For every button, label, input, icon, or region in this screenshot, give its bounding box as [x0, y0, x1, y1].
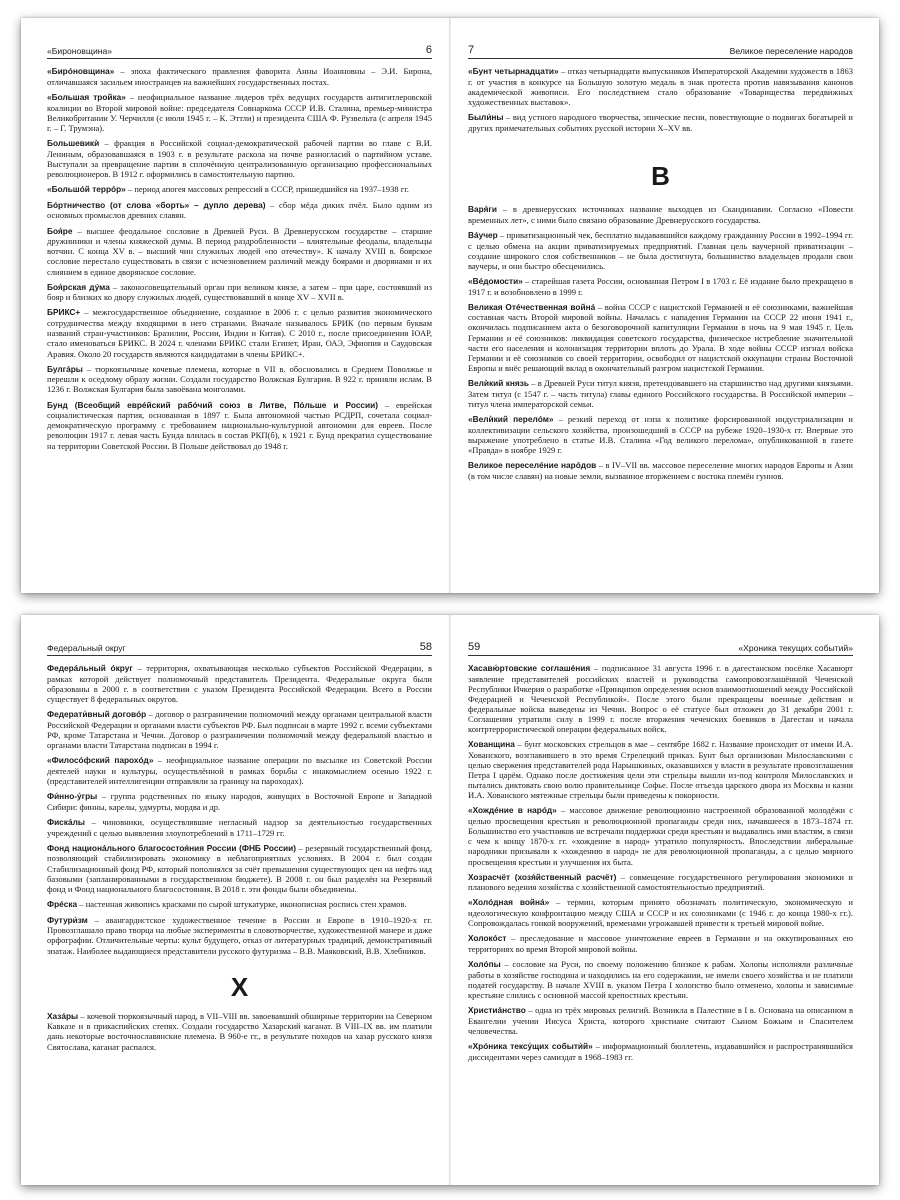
dictionary-entry — [47, 843, 432, 894]
entry-list — [47, 1011, 432, 1052]
dictionary-entry — [468, 230, 853, 271]
entry-term: Были́ны — [468, 112, 504, 123]
entry-definition: – неофициальное название лидеров трёх ведущих государств антигитлеровской коалиции во Второй мировой войне: председателя Совнаркома СССР И.В. Сталина, премьер-министра Великобритании У. Черчилля (с июля 1945 г. – К. Эттли) и президента США Ф. Рузвельта (с апреля 1945 г. – Г. Трумэна). — [47, 91, 433, 133]
entry-term: Христиáнство — [468, 1005, 526, 1016]
dictionary-entry — [47, 184, 432, 195]
entry-definition: – еврейская социалистическая партия, основанная в 1897 г. Была автономной частью РСДРП, сочетала социал-демократическую программу с требованием национально-культурной автономии для евреев. После революции 1917 г. левая часть Бунда влилась в состав РКП(б), к 1921 г. Бунд прекратил существование на территории Советской России. В Польше действовал до 1948 г. — [47, 399, 432, 451]
entry-list — [468, 663, 853, 1062]
entry-list — [468, 204, 853, 481]
entry-definition: – приватизационный чек, бесплатно выдававшийся каждому гражданину России в 1992–1994 гг. с целью обмена на акции приватизируемых предприятий. Главная цель ваучерной приватизации – создание широкого слоя собственников – не была достигнута, большинство владельцев продали свои ваучеры, и они быстро обесценились. — [468, 229, 853, 271]
entry-definition: – период апогея массовых репрессий в СССР, пришедшийся на 1937–1938 гг. — [125, 183, 409, 194]
page-58 — [21, 615, 450, 1185]
entry-definition: – одна из трёх мировых религий. Возникла в Палестине в I в. Основана на описанном в Евангелии учении Иисуса Христа, которого христиане считают Сыном Божьим и Спасителем человечества. — [468, 1005, 853, 1037]
entry-term: Бунд (Всеобщий еврéйский рабóчий союз в Литве, Пóльше и России) — [47, 399, 379, 410]
entry-definition: – сословие на Руси, по своему положению близкое к рабам. Холопы исполняли различные работы в хозяйстве господина и находились на его содержании, не имели своего хозяйства и не платили податей государству. В начале XVIII в. указом Петра I холопство было отменено, холопы и зависимые крестьяне слились с основной массой крепостных крестьян. — [468, 959, 853, 1001]
dictionary-entry — [468, 112, 853, 133]
dictionary-entry — [468, 1041, 853, 1062]
dictionary-entry — [468, 378, 853, 409]
dictionary-entry — [468, 739, 853, 800]
entry-term: Великая Отéчественная войнá — [468, 301, 596, 312]
entry-definition: – массовое движение революционно настроенной образованной молодёжи с целью просвещения крестьян и революционной пропаганды среди них, начавшееся в 1873–1874 гг. Большинство его участников не встречали поддержки среди крестьян и выдавались ими властям, в связи с чем к концу 1870-х гг. «хождение в народ» утратило популярность. Впоследствии либеральные народники призывали к «хождению в народ» не для революционной пропаганды, а с целью мирного просвещения крестьян и улучшения их быта. — [468, 805, 854, 867]
running-header — [47, 44, 432, 59]
entry-term: «Хождéние в нарóд» — [468, 805, 557, 816]
entry-term: Боя́рская дýма — [47, 281, 110, 292]
entry-definition: – сбор мёда диких пчёл. Было одним из основных промыслов древних славян. — [47, 199, 432, 221]
entry-definition: – неофициальное название операции по высылке из Советской России деятелей науки и культуры, осуществлённой в рамках борьбы с инакомыслием осенью 1922 г. (представителей интеллигенции отправляли за границу на пароходах). — [47, 755, 433, 786]
running-header-title: «Хроника текущих событий» — [738, 643, 853, 653]
dictionary-entry — [468, 460, 853, 481]
entry-term: Большевикѝ — [47, 137, 100, 148]
entry-list — [468, 66, 853, 133]
top-spread — [21, 18, 879, 593]
dictionary-entry — [47, 1011, 432, 1052]
entry-definition: – старейшая газета России, основанная Петром I в 1703 г. Её издание было прекращено в 1917 г. и возобновлено в 1999 г. — [468, 275, 853, 297]
entry-term: «Хрóника тексу́щих событи́й» — [468, 1041, 593, 1052]
dictionary-entry — [47, 400, 432, 451]
dictionary-entry — [468, 959, 853, 1000]
entry-term: «Большóй террóр» — [47, 183, 126, 194]
entry-term: «Большая тройка» — [47, 91, 126, 102]
dictionary-entry — [47, 138, 432, 179]
entry-definition: – бунт московских стрельцов в мае – сентябре 1682 г. Название происходит от имени И.А. Хованского, возглавившего в это время Стрелецкий приказ. Бунт был организован Милославскими с целью свержения представителей рода Нарышкиных, оказавшихся у власти в результате провозглашения Петра I царём. Однако после достижения цели эти стрельцы вышли из-под контроля Милославских и пытались диктовать свою волю правительнице Софье. После отъезда царского двора из Москвы и казни И.А. Хованского мятежные стрельцы были приведены к покорности. — [468, 739, 853, 801]
dictionary-entry — [47, 817, 432, 838]
entry-term: Холокóст — [468, 933, 507, 944]
running-header-title: «Бироновщина» — [47, 46, 113, 56]
entry-term: Федерáльный óкруг — [47, 663, 133, 673]
section-letter: Х — [230, 971, 249, 1002]
entry-definition: – совмещение государственного регулирования экономики и планового ведения хозяйства с хозяйственной самостоятельностью предприятий. — [468, 871, 853, 893]
entry-definition: – информационный бюллетень, издававшийся и распространявшийся диссидентами через самиздат в 1968–1983 гг. — [468, 1041, 853, 1062]
entry-definition: – настенная живопись красками по сырой штукатурке, иконописная роспись стен храмов. — [77, 898, 407, 909]
page-number: 7 — [468, 44, 475, 56]
entry-definition: – вид устного народного творчества, эпические песни, повествующие о подвигах богатырей и других примечательных событиях русской истории X–XV вв. — [468, 112, 853, 133]
entry-term: Варя́ги — [468, 203, 497, 214]
entry-definition: – тюркоязычные кочевые племена, которые в VII в. обосновались в Среднем Поволжье и перешли к оседлому образу жизни. Создали государство Волжская Булгария. В 922 г. приняли ислам. В 1236 г. Волжская Булгария была завоёвана монголами. — [47, 363, 432, 395]
entry-definition: – в древнерусских источниках название выходцев из Скандинавии. Согласно «Повести временных лет», с ними было связано образование Древнерусского государства. — [468, 203, 853, 225]
entry-definition: – резервный государственный фонд, позволяющий стабилизировать экономику в неблагоприятных условиях. В 2004 г. был создан Стабилизационный фонд РФ, который пополнялся за счёт превышения существующих цен на нефть над базовыми (запланированными в государственном бюджете). В 2008 г. он был разделён на Резервный фонд и Фонд национального благосостояния. В 2018 г. эти фонды были объединены. — [47, 842, 432, 894]
entry-term: Федерати́вный договóр — [47, 709, 147, 720]
entry-definition: – фракция в Российской социал-демократической рабочей партии во главе с В.И. Лениным, образовавшаяся в 1903 г. в результате раскола на почве разногласий о партийном уставе. Выступали за превращение партии в сплочённую централизованную организацию профессиональных революционеров. В 1912 г. оформились в самостоятельную партию. — [47, 137, 432, 179]
entry-term: «Холóдная войнá» — [468, 897, 550, 908]
bottom-spread — [21, 615, 879, 1185]
entry-definition: – резкий переход от нэпа к политике форсированной индустриализации и коллективизации сельского хозяйства, произошедший в СССР на рубеже 1920–1930-х гг. Впервые это выражение употреблено в статье И.В. Сталина «Год великого перелома», опубликованной в газете «Правда» в ноябре 1929 г. — [468, 413, 853, 455]
dictionary-entry — [47, 899, 432, 910]
entry-term: БРИКС+ — [47, 307, 81, 318]
running-header — [468, 641, 853, 656]
dictionary-entry — [47, 915, 432, 956]
entry-term: Бóртничество (от слова «борть» – дупло дерева) — [47, 199, 266, 210]
running-header-title: Федеральный округ — [47, 643, 126, 653]
entry-term: Вáучер — [468, 229, 498, 240]
entry-term: Футури́зм — [47, 914, 88, 925]
entry-definition: – авангардистское художественное течение в России и Европе в 1910–1920-х гг. Провозглашало право творца на любые эксперименты в словотворчестве, художественной манере и даже орфографии. Отличительные черты: культ будущего, отказ от литературных традиций, демонстративный эпатаж. Наиболее выдающиеся представители русского футуризма – В.В. Маяковский, В.В. Хлебников. — [47, 914, 432, 956]
entry-term: Холóпы — [468, 959, 501, 970]
entry-definition: – межгосударственное объединение, созданное в 2006 г. с целью развития экономического сотрудничества между входящими в него странами. Вначале называлось БРИК (по первым буквам названий стран-участников: Бразилии, России, Индии и Китая). С 2010 г., после присоединения ЮАР, стало именоваться БРИКС. В 2024 г. членами БРИКС стали Египет, Иран, ОАЭ, Эфиопия и Саудовская Аравия. Около 20 государств являются кандидатами в члены БРИКС+. — [47, 307, 432, 359]
entry-list — [47, 66, 432, 451]
entry-term: Фи́нно-у́гры — [47, 790, 98, 801]
entry-term: «Бирóновщина» — [47, 66, 115, 76]
entry-term: «Вéдомости» — [468, 275, 523, 286]
dictionary-entry — [47, 791, 432, 812]
entry-term: Боя́ре — [47, 225, 73, 236]
entry-definition: – подписанное 31 августа 1996 г. в дагестанском посёлке Хасавюрт заявление представителей российских властей и руководства самопровозглашённой Чеченской Республики Ичкерия о разработке «Принципов определения основ взаимоотношений между Российской Федерацией и Чеченской Республикой». После этого были прекращены военные действия и федеральные войска выведены из Чечни. Вопрос о её статусе был отложен до 31 декабря 2001 г. Соглашения утратили силу в 1999 г. после вторжения чеченских боевиков в Дагестан и начала контртеррористической операции федеральных войск. — [468, 663, 853, 735]
dictionary-entry — [468, 897, 853, 928]
entry-definition: – эпоха фактического правления фаворита Анны Иоанновны – Э.И. Бирона, отличавшаяся засильем иностранцев на важнейших государственных постах. — [47, 66, 432, 87]
entry-term: Хозрасчёт (хозя́йственный расчёт) — [468, 871, 617, 882]
dictionary-entry — [468, 66, 853, 107]
entry-definition: – территория, охватывающая несколько субъектов Российской Федерации, в рамках которой действует полномочный представитель Президента. Федеральные округа были образованы в 2000 г. в соответствии с указом Президента Российской Федерации. Всего в России существует 8 федеральных округов. — [47, 663, 432, 704]
page-number: 58 — [419, 641, 432, 653]
entry-term: Фискáлы — [47, 816, 85, 827]
dictionary-entry — [47, 226, 432, 277]
entry-term: Фонд национáльного благосостоя́ния России (ФНБ России) — [47, 842, 297, 853]
dictionary-entry — [47, 92, 432, 133]
dictionary-entry — [468, 663, 853, 734]
page-number: 6 — [425, 44, 432, 56]
entry-definition: – законосовещательный орган при великом князе, а затем – при царе, состоявший из бояр и близких ко двору служилых людей, существовавший в конце XV – XVII в. — [47, 281, 432, 303]
entry-definition: – термин, которым принято обозначать политическую, экономическую и идеологическую конфронтацию между США и СССР и их союзниками (с 1946 г. до конца 1980-х гг.). Сопровождалась гонкой вооружений, временами угрожавшей привести к третьей мировой войне. — [468, 897, 853, 929]
dictionary-entry — [47, 307, 432, 358]
entry-definition: – в IV–VII вв. массовое переселение многих народов Европы и Азии (в том числе славян) на новые земли, вызванное вторжением с востока племён гуннов. — [468, 459, 853, 481]
entry-definition: – группа родственных по языку народов, живущих в Восточной Европе и Западной Сибири: финны, карелы, удмурты, мордва и др. — [47, 790, 432, 812]
entry-definition: – отказ четырнадцати выпускников Императорской Академии художеств в 1863 г. от участия в конкурсе на Большую золотую медаль в знак протеста против навязывания канонов академической живописи. Его последствием стало образование «Товарищества передвижных художественных выставок». — [468, 66, 853, 107]
entry-term: Фрéска — [47, 898, 78, 909]
entry-definition: – кочевой тюркоязычный народ, в VII–VIII вв. завоевавший обширные территории на Северном Кавказе и в прикаспийских степях. Создали государство Хазарский каганат. В VIII–IX вв. им платили дань некоторые восточнославянские племена. В 960-е гг., в результате походов на хазар русского князя Святослава, каганат распался. — [47, 1010, 432, 1052]
page-6 — [21, 18, 450, 593]
entry-definition: – война СССР с нацистской Германией и её союзниками, важнейшая составная часть Второй мировой войны. Началась с нападения Германии на СССР 22 июня 1941 г., окончилась подписанием акта о безоговорочной капитуляции Германии в ночь на 9 мая 1945 г. Цель Германии и её союзников: ликвидация советского государства, физическое истребление значительной части его населения и колонизация территории вплоть до Урала. В ходе войны СССР изгнал войска Германии и её союзников со своей территории, освободил от нацистской оккупации страны Восточной Европы и внёс решающий вклад в окончательный разгром нацистской Германии. — [468, 301, 853, 373]
dictionary-entry — [468, 302, 853, 373]
dictionary-entry — [468, 872, 853, 893]
dictionary-entry — [468, 276, 853, 297]
dictionary-entry — [468, 204, 853, 225]
dictionary-entry — [468, 933, 853, 954]
dictionary-entry — [468, 1005, 853, 1036]
page-number: 59 — [468, 641, 481, 653]
entry-definition: – чиновники, осуществлявшие негласный надзор за деятельностью государственных учреждений с целью выявления злоупотреблений в 1711–1729 гг. — [47, 816, 432, 838]
dictionary-entry — [47, 663, 432, 704]
entry-definition: – высшее феодальное сословие в Древней Руси. В Древнерусском государстве – старшие дружинники и члены княжеской думы. В период раздробленности – влиятельные феодалы, владельцы вотчин. С конца XV в. – высший чин служилых людей «по отечеству». К началу XVIII в. боярское сословие перестало существовать в связи с исчезновением различий между боярами и дворянами и их слиянием в единое дворянское сословие. — [47, 225, 432, 277]
page-7 — [450, 18, 879, 593]
entry-term: Великое переселéние нарóдов — [468, 459, 597, 470]
entry-term: Булгáры — [47, 363, 83, 374]
dictionary-entry — [468, 414, 853, 455]
entry-term: Хазáры — [47, 1010, 79, 1021]
entry-definition: – преследование и массовое уничтожение евреев в Германии и на оккупированных ею территориях во время Второй мировой войны. — [468, 933, 853, 955]
entry-term: Хасавю́ртовские соглашéния — [468, 663, 591, 673]
entry-term: «Велѝкий перелóм» — [468, 413, 554, 424]
dictionary-entry — [47, 200, 432, 221]
dictionary-entry — [47, 66, 432, 87]
running-header-title: Великое переселение народов — [729, 46, 853, 56]
entry-term: Хованщина — [468, 739, 515, 750]
section-letter: В — [651, 160, 670, 191]
entry-definition: – договор о разграничении полномочий между органами центральной власти Российской Федерации и органами власти субъектов РФ. Был подписан в марте 1992 г. всеми субъектами РФ, кроме Татарстана и Чечни. Договор о разграничении полномочий между федеральной властью и органами власти Татарстана подписан в 1994 г. — [47, 709, 433, 750]
dictionary-entry — [47, 364, 432, 395]
running-header — [468, 44, 853, 59]
entry-term: «Бунт четырнадцати» — [468, 66, 559, 76]
dictionary-entry — [47, 755, 432, 786]
dictionary-entry — [47, 282, 432, 303]
entry-term: «Филосóфский парохóд» — [47, 755, 154, 766]
entry-term: Велѝкий князь — [468, 377, 529, 388]
dictionary-entry — [468, 805, 853, 866]
entry-definition: – в Древней Руси титул князя, претендовавшего на старшинство над другими князьями. Затем титул (с 1547 г. – часть титула) главы единого Российского государства. В Российской империи – титул члена императорской семьи. — [468, 377, 853, 409]
running-header — [47, 641, 432, 656]
entry-list — [47, 663, 432, 956]
page-59 — [450, 615, 879, 1185]
dictionary-entry — [47, 709, 432, 750]
